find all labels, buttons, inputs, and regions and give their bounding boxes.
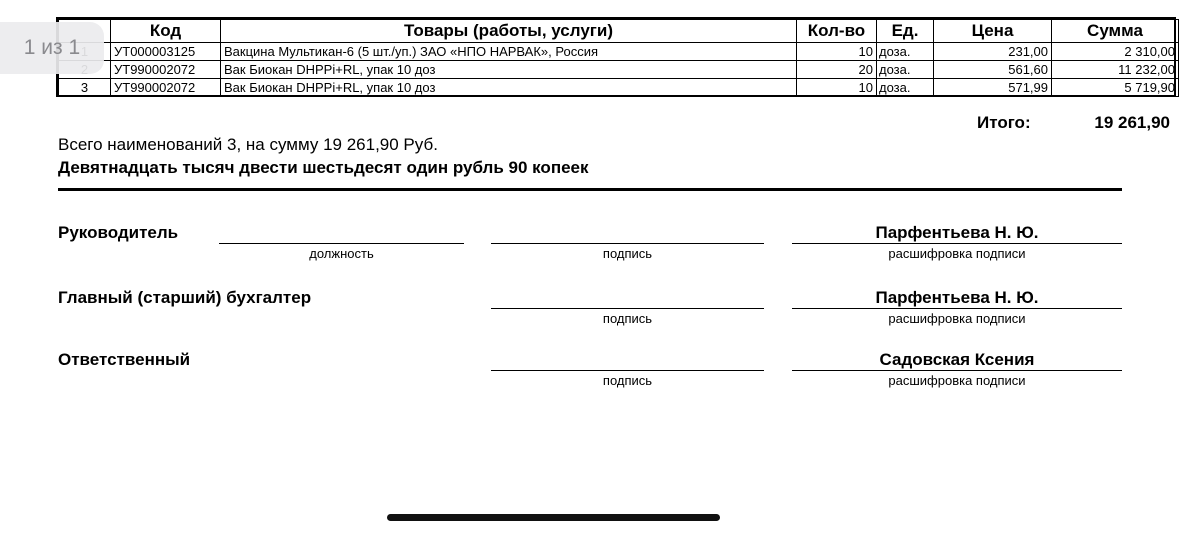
row-code: УТ990002072 xyxy=(111,79,221,97)
decode-caption: расшифровка подписи xyxy=(888,246,1026,261)
row-price: 571,99 xyxy=(934,79,1052,97)
row-sum: 2 310,00 xyxy=(1052,43,1179,61)
row-unit: доза. xyxy=(877,79,934,97)
decode-caption: расшифровка подписи xyxy=(888,311,1026,326)
row-code: УТ000003125 xyxy=(111,43,221,61)
home-indicator[interactable] xyxy=(387,514,720,521)
divider xyxy=(58,188,1122,191)
signature-role-director: Руководитель xyxy=(58,223,179,242)
signature-role-responsible: Ответственный xyxy=(58,350,191,369)
decode-caption: расшифровка подписи xyxy=(888,373,1026,388)
col-header-sum: Сумма xyxy=(1052,20,1179,43)
page-indicator: 1 из 1 xyxy=(0,22,104,74)
row-sum: 11 232,00 xyxy=(1052,61,1179,79)
row-qty: 10 xyxy=(797,79,877,97)
signature-caption: подпись xyxy=(602,311,653,326)
signature-line xyxy=(491,243,764,244)
row-goods-name: Вакцина Мультикан-6 (5 шт./уп.) ЗАО «НПО НАРВАК», Россия xyxy=(221,43,797,61)
row-qty: 20 xyxy=(797,61,877,79)
decode-line xyxy=(792,370,1122,371)
signature-caption: подпись xyxy=(602,246,653,261)
row-price: 561,60 xyxy=(934,61,1052,79)
signatory-name: Парфентьева Н. Ю. xyxy=(875,288,1039,307)
table-row xyxy=(59,61,1179,79)
totals-label: Итого: xyxy=(977,113,1031,132)
row-goods-name: Вак Биокан DHPPi+RL, упак 10 доз xyxy=(221,61,797,79)
row-qty: 10 xyxy=(797,43,877,61)
col-header-unit: Ед. xyxy=(877,20,934,43)
position-line xyxy=(219,243,464,244)
signature-line xyxy=(491,308,764,309)
row-goods-name: Вак Биокан DHPPi+RL, упак 10 доз xyxy=(221,79,797,97)
summary-line: Всего наименований 3, на сумму 19 261,90 Руб. xyxy=(58,135,438,154)
position-caption: должность xyxy=(309,246,374,261)
signature-role-chief-accountant: Главный (старший) бухгалтер xyxy=(58,288,312,307)
totals-value: 19 261,90 xyxy=(1094,113,1170,132)
signature-line xyxy=(491,370,764,371)
col-header-goods: Товары (работы, услуги) xyxy=(221,20,797,43)
table-row xyxy=(59,43,1179,61)
summary-in-words: Девятнадцать тысяч двести шестьдесят один рубль 90 копеек xyxy=(58,158,589,177)
goods-table xyxy=(56,17,1176,97)
row-unit: доза. xyxy=(877,43,934,61)
table-header-row xyxy=(59,20,1179,43)
col-header-qty: Кол-во xyxy=(797,20,877,43)
row-unit: доза. xyxy=(877,61,934,79)
decode-line xyxy=(792,243,1122,244)
col-header-code: Код xyxy=(111,20,221,43)
table-row xyxy=(59,79,1179,97)
signature-caption: подпись xyxy=(602,373,653,388)
decode-line xyxy=(792,308,1122,309)
row-code: УТ990002072 xyxy=(111,61,221,79)
signatory-name: Садовская Ксения xyxy=(879,350,1035,369)
col-header-price: Цена xyxy=(934,20,1052,43)
row-sum: 5 719,90 xyxy=(1052,79,1179,97)
row-price: 231,00 xyxy=(934,43,1052,61)
row-number: 3 xyxy=(59,79,111,97)
signatory-name: Парфентьева Н. Ю. xyxy=(875,223,1039,242)
